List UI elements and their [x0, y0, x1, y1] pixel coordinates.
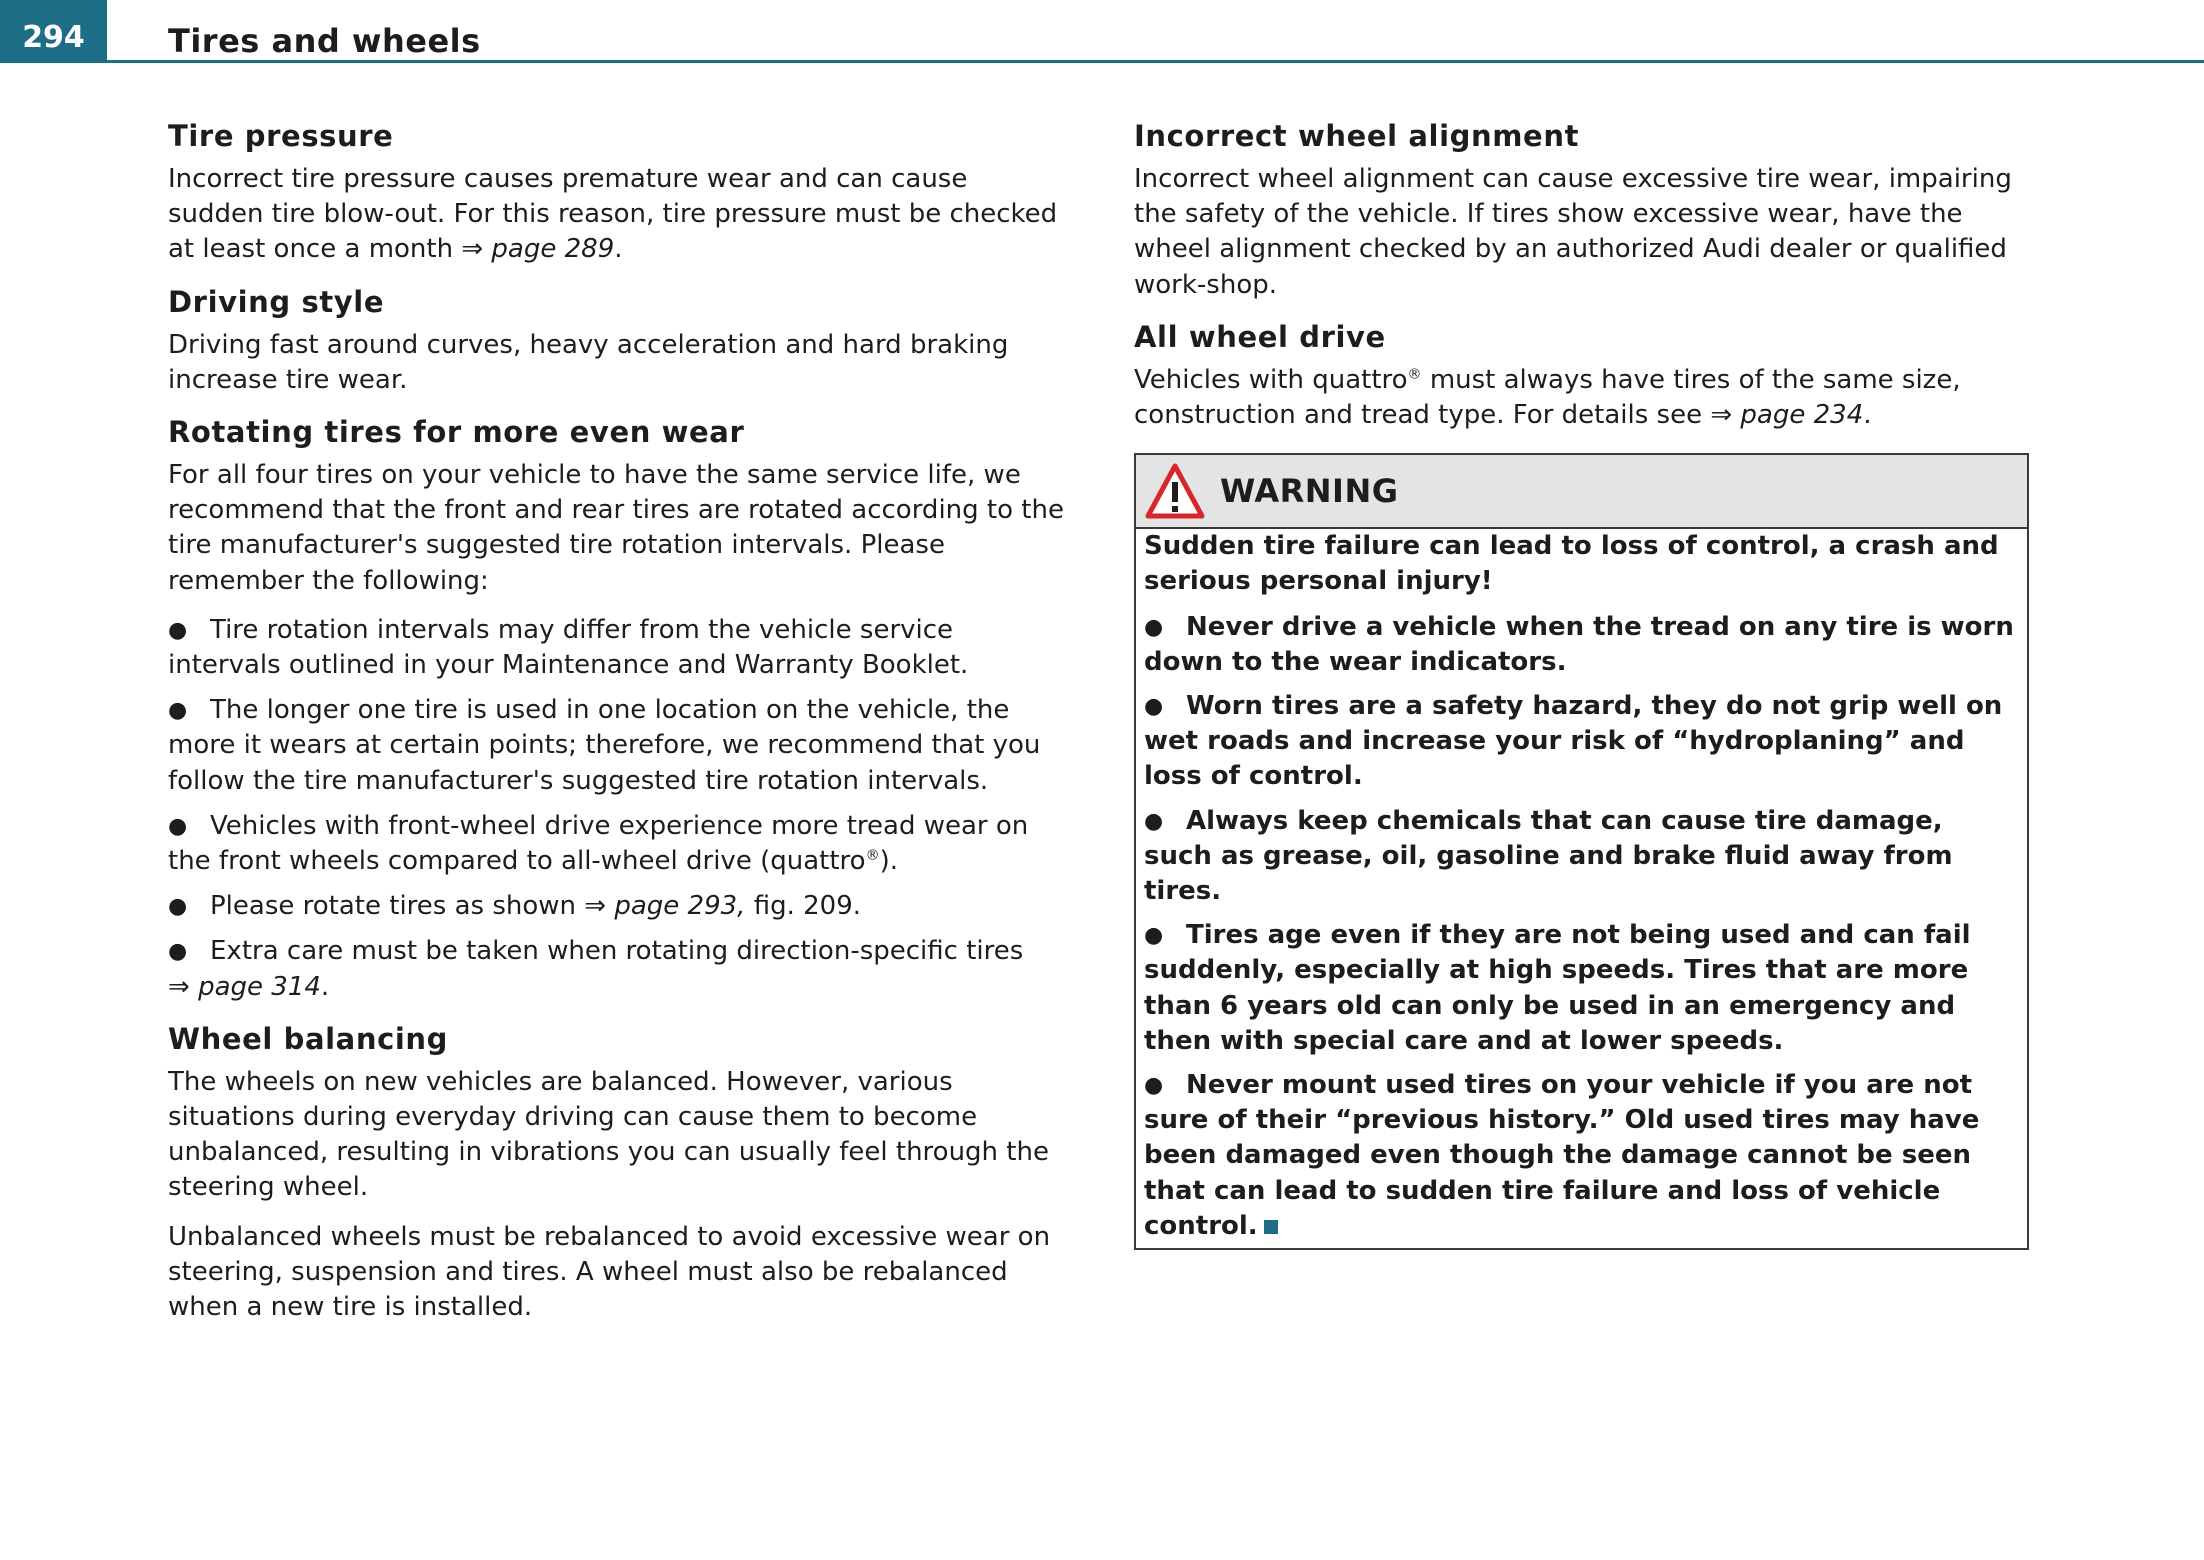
warning-list — [1144, 610, 2019, 1244]
page-number: 294 — [0, 0, 107, 63]
registered-mark: ® — [865, 847, 880, 864]
registered-mark: ® — [1407, 366, 1422, 383]
arrow-icon: ⇒ — [461, 234, 484, 265]
warning-header — [1136, 455, 2027, 529]
driving-style-heading: Driving style — [168, 284, 385, 319]
driving-style-text: Driving fast around curves, heavy acceleration and hard braking increase tire wear. — [168, 329, 1009, 395]
tire-pressure-text: Incorrect tire pressure causes premature wear and can cause sudden tire blow-out. For this reason, tire pressure must be checked at least once a month ⇒ page 289. — [168, 164, 1058, 265]
list-item: ● Never mount used tires on your vehicle if you are not sure of their “previous history.” Old used tires may have been damaged even though the damage cannot be seen that can lead to sudden tire failure and loss of vehicle control. — [1144, 1070, 1980, 1241]
section-wheel-balancing — [168, 1019, 1068, 1325]
arrow-icon: ⇒ — [1710, 400, 1733, 431]
page-ref-link[interactable]: page 234 — [1740, 400, 1864, 431]
arrow-icon: ⇒ — [584, 891, 607, 922]
bullet-icon: ● — [1144, 808, 1164, 834]
arrow-icon: ⇒ — [168, 971, 190, 1002]
bullet-icon: ● — [1144, 694, 1164, 720]
list-item: ● Tires age even if they are not being used and can fail suddenly, especially at high speeds. Tires that are more than 6 years old can only be used in an emergency and then with special care and at lower speeds. — [1144, 920, 1971, 1056]
bullet-icon: ● — [168, 813, 188, 839]
warning-box — [1134, 453, 2029, 1250]
all-wheel-drive-heading: All wheel drive — [1134, 319, 1386, 354]
page-ref-link[interactable]: page 293, — [614, 891, 746, 922]
left-column — [168, 116, 1068, 1339]
list-item: ● Tire rotation intervals may differ from the vehicle service intervals outlined in your Maintenance and Warranty Booklet. — [168, 614, 969, 681]
right-column — [1134, 116, 2029, 1250]
warning-title: WARNING — [1220, 472, 1399, 511]
chapter-title: Tires and wheels — [168, 22, 481, 60]
rotating-tires-intro: For all four tires on your vehicle to have the same service life, we recommend that the front and rear tires are rotated according to the tire manufacturer's suggested tire rotation intervals. Please remember the following: — [168, 460, 1064, 596]
rotating-tires-list — [168, 613, 1068, 1005]
list-item: ● Vehicles with front-wheel drive experience more tread wear on the front wheels compared to all-wheel drive (quattro®). — [168, 810, 1029, 877]
section-all-wheel-drive — [1134, 317, 2029, 433]
bullet-icon: ● — [1144, 1073, 1164, 1099]
wheel-alignment-text: Incorrect wheel alignment can cause excessive tire wear, impairing the safety of the vehicle. If tires show excessive wear, have the wheel alignment checked by an authorized Audi dealer or qualified work-shop. — [1134, 164, 2012, 300]
bullet-icon: ● — [1144, 923, 1164, 949]
list-item: ● The longer one tire is used in one location on the vehicle, the more it wears at certain points; therefore, we recommend that you follow the tire manufacturer's suggested tire rotation intervals. — [168, 695, 1041, 796]
end-of-section-icon — [1264, 1220, 1278, 1234]
bullet-icon: ● — [168, 894, 188, 920]
list-item: ● Always keep chemicals that can cause tire damage, such as grease, oil, gasoline and brake fluid away from tires. — [1144, 805, 1953, 907]
tire-pressure-heading: Tire pressure — [168, 119, 394, 153]
wheel-alignment-heading: Incorrect wheel alignment — [1134, 119, 1580, 153]
all-wheel-drive-text: Vehicles with quattro® must always have tires of the same size, construction and tread type. For details see ⇒ page 234. — [1134, 364, 1961, 431]
header-rule — [0, 60, 2204, 63]
section-driving-style — [168, 282, 1068, 398]
warning-body — [1136, 529, 2027, 1248]
warning-lead: Sudden tire failure can lead to loss of control, a crash and serious personal injury! — [1144, 531, 1999, 597]
section-tire-pressure — [168, 116, 1068, 268]
list-item: ● Never drive a vehicle when the tread on any tire is worn down to the wear indicators. — [1144, 611, 2014, 677]
bullet-icon: ● — [168, 698, 188, 724]
rotating-tires-heading: Rotating tires for more even wear — [168, 415, 745, 450]
bullet-icon: ● — [1144, 614, 1164, 640]
wheel-balancing-text-2: Unbalanced wheels must be rebalanced to avoid excessive wear on steering, suspension and tires. A wheel must also be rebalanced when a new tire is installed. — [168, 1221, 1051, 1323]
page-ref-link[interactable]: page 289 — [491, 234, 615, 265]
section-rotating-tires — [168, 412, 1068, 1005]
list-item: ● Extra care must be taken when rotating direction-specific tires ⇒ page 314. — [168, 936, 1024, 1002]
wheel-balancing-text-1: The wheels on new vehicles are balanced. However, various situations during everyday driving can cause them to become unbalanced, resulting in vibrations you can usually feel through the steering wheel. — [168, 1066, 1049, 1203]
section-wheel-alignment — [1134, 116, 2029, 303]
bullet-icon: ● — [168, 939, 188, 965]
bullet-icon: ● — [168, 617, 188, 643]
list-item: ● Worn tires are a safety hazard, they do not grip well on wet roads and increase your risk of “hydroplaning” and loss of control. — [1144, 691, 2003, 792]
warning-triangle-icon — [1144, 462, 1206, 520]
list-item: ● Please rotate tires as shown ⇒ page 293, fig. 209. — [168, 889, 1068, 924]
wheel-balancing-heading: Wheel balancing — [168, 1021, 449, 1056]
page-ref-link[interactable]: page 314 — [198, 971, 321, 1002]
